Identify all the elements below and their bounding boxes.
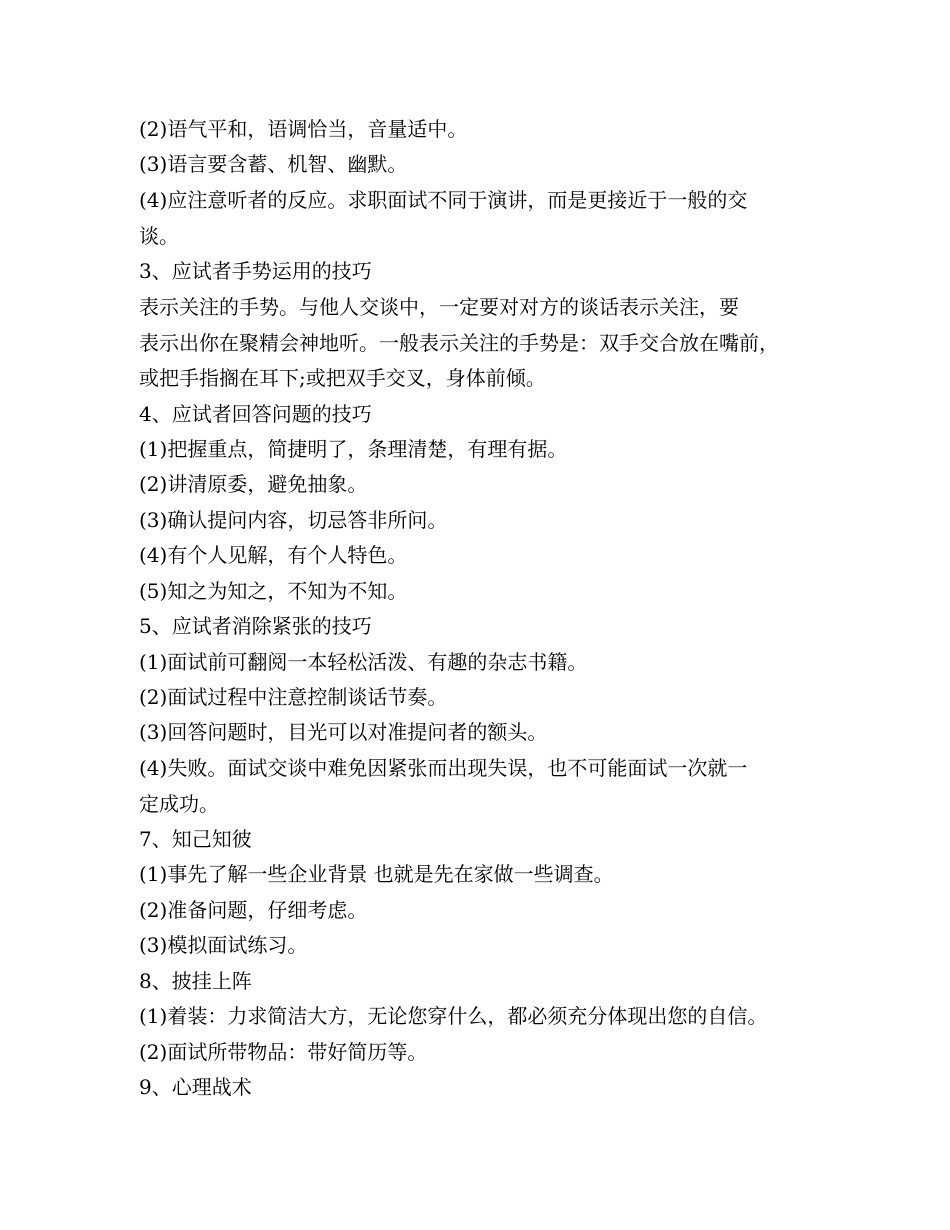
- text-line: (1)事先了解一些企业背景 也就是先在家做一些调查。: [139, 862, 614, 886]
- section-heading: 9、心理战术: [139, 1075, 252, 1099]
- text-line: 谈。: [139, 224, 179, 248]
- section-heading: 8、披挂上阵: [139, 969, 252, 993]
- text-line: (3)确认提问内容，切忌答非所问。: [139, 508, 448, 532]
- text-line: (4)应注意听者的反应。求职面试不同于演讲，而是更接近于一般的交: [139, 188, 748, 212]
- text-line: (2)准备问题，仔细考虑。: [139, 898, 368, 922]
- text-line: (2)讲清原委，避免抽象。: [139, 472, 368, 496]
- text-line: 表示关注的手势。与他人交谈中，一定要对对方的谈话表示关注，要: [139, 295, 739, 319]
- text-line: (5)知之为知之，不知为不知。: [139, 579, 408, 603]
- section-heading: 4、应试者回答问题的技巧: [139, 402, 372, 426]
- text-line: (4)失败。面试交谈中难免因紧张而出现失误，也不可能面试一次就一: [139, 756, 748, 780]
- section-heading: 5、应试者消除紧张的技巧: [139, 614, 372, 638]
- text-line: 表示出你在聚精会神地听。一般表示关注的手势是：双手交合放在嘴前，: [139, 331, 779, 355]
- text-line: (2)面试过程中注意控制谈话节奏。: [139, 685, 448, 709]
- text-line: (3)回答问题时，目光可以对准提问者的额头。: [139, 720, 548, 744]
- text-line: 或把手指搁在耳下;或把双手交叉，身体前倾。: [139, 366, 546, 390]
- text-line: (3)模拟面试练习。: [139, 933, 308, 957]
- section-heading: 3、应试者手势运用的技巧: [139, 259, 372, 283]
- text-line: (1)把握重点，简捷明了，条理清楚，有理有据。: [139, 437, 568, 461]
- text-line: 定成功。: [139, 792, 219, 816]
- text-line: (1)着装：力求简洁大方，无论您穿什么，都必须充分体现出您的自信。: [139, 1004, 768, 1028]
- text-line: (1)面试前可翻阅一本轻松活泼、有趣的杂志书籍。: [139, 650, 588, 674]
- text-line: (2)语气平和，语调恰当，音量适中。: [139, 117, 468, 141]
- section-heading: 7、知己知彼: [139, 827, 252, 851]
- text-line: (2)面试所带物品：带好简历等。: [139, 1040, 428, 1064]
- text-line: (4)有个人见解，有个人特色。: [139, 543, 408, 567]
- text-line: (3)语言要含蓄、机智、幽默。: [139, 152, 408, 176]
